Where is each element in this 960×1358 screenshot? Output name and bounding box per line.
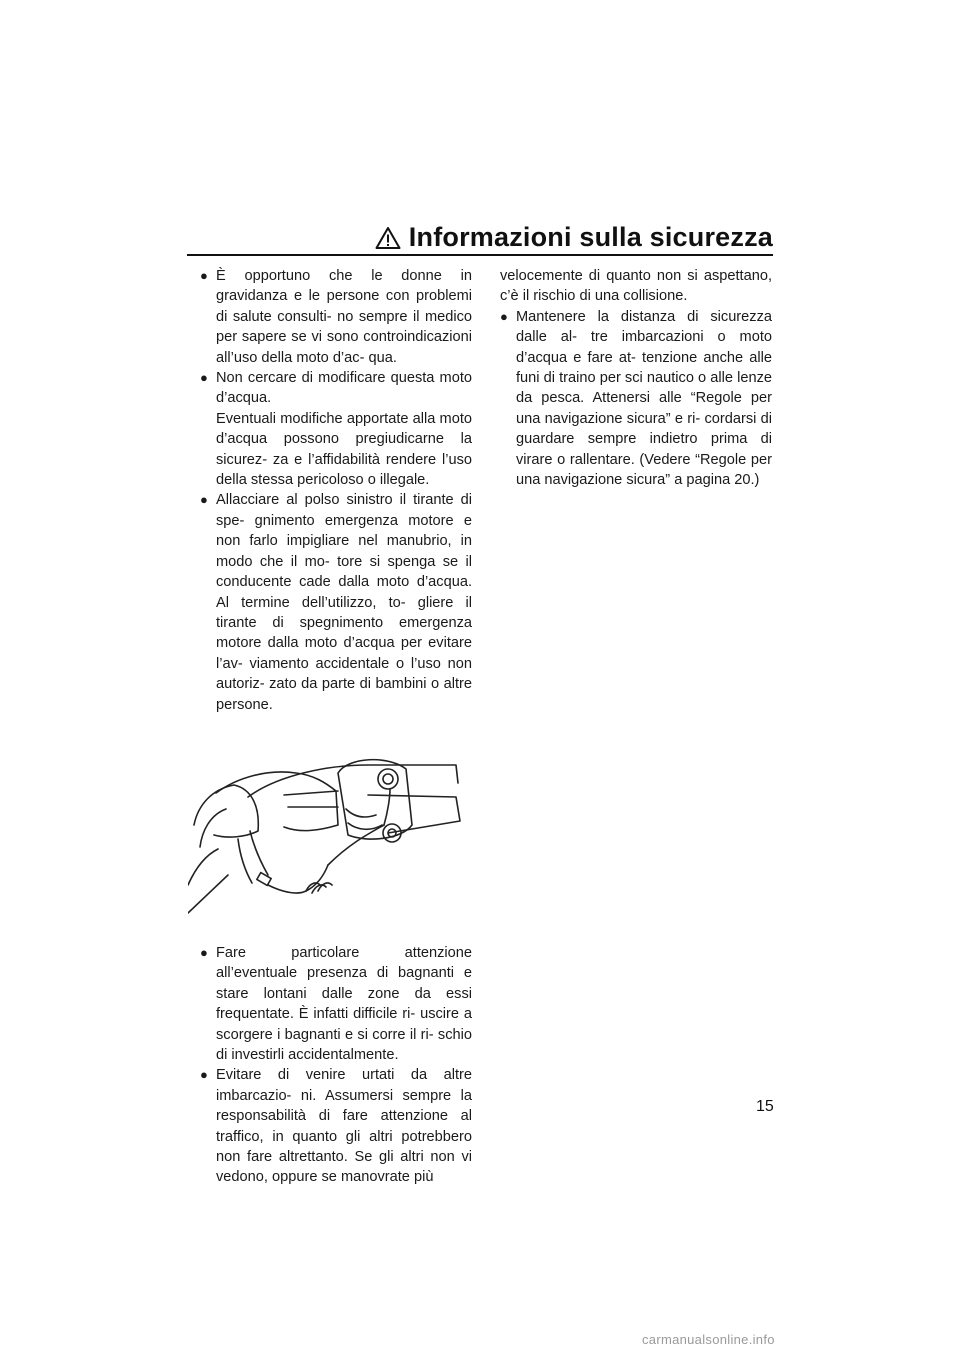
left-column xyxy=(200,266,472,1188)
left-items-after-figure xyxy=(200,943,472,1188)
continued-paragraph: velocemente di quanto non si aspettano, c’è il rischio di una collisione. xyxy=(500,268,772,305)
bullet-paragraph: Non cercare di modificare questa moto d’acqua. xyxy=(216,370,472,407)
bullet-paragraph: Fare particolare attenzione all’eventuale presenza di bagnanti e stare lontani dalle zone da essi frequentate. È infatti difficile ri- uscire a scorgere i bagnanti e si corre il ri- schio di investirli accidentalmente. xyxy=(216,944,472,1063)
bullet-item xyxy=(200,490,472,714)
bullet-icon: ● xyxy=(200,944,208,960)
right-column xyxy=(500,266,772,490)
bullet-icon: ● xyxy=(200,268,208,283)
bullet-icon: ● xyxy=(200,370,208,386)
bullet-icon: ● xyxy=(200,492,208,508)
kill-switch-lanyard-illustration xyxy=(188,735,468,925)
bullet-item xyxy=(200,266,472,368)
warning-triangle-icon xyxy=(375,226,401,250)
page-title: Informazioni sulla sicurezza xyxy=(408,222,773,252)
bullet-paragraph: È opportuno che le donne in gravidanza e le persone con problemi di salute consulti- no sempre il medico per sapere se vi sono controindicazioni all’uso della moto d’ac- qua. xyxy=(216,268,472,366)
right-items xyxy=(500,307,772,491)
bullet-item xyxy=(200,1065,472,1187)
bullet-paragraph: Eventuali modifiche apportate alla moto d’acqua possono pregiudicarne la sicurez- za e l’affidabilità rendere l’uso della stessa pericoloso o illegale. xyxy=(216,410,472,489)
bullet-icon: ● xyxy=(200,1067,208,1083)
left-items-before-figure xyxy=(200,266,472,715)
bullet-item xyxy=(200,943,472,1065)
watermark: carmanualsonline.info xyxy=(642,1332,775,1347)
bullet-paragraph: Evitare di venire urtati da altre imbarcazio- ni. Assumersi sempre la responsabilità di fare attenzione al traffico, in quanto gli altri potrebbero non fare altrettanto. Se gli altri non vi vedono, oppure se manovrate più xyxy=(216,1067,472,1186)
bullet-item xyxy=(500,307,772,491)
bullet-paragraph: Mantenere la distanza di sicurezza dalle al- tre imbarcazioni o moto d’acqua e fare at- tenzione anche alle funi di traino per sci nautico o alle lenze da pesca. Attenersi alle “Regole per una navigazione sicura” e ri- cordarsi di guardare sempre indietro prima di virare o rallentare. (Vedere “Regole per una navigazione sicura” a pagina 20.) xyxy=(516,308,772,489)
header-rule xyxy=(187,254,773,256)
bullet-paragraph: Allacciare al polso sinistro il tirante di spe- gnimento emergenza motore e non farlo impigliare nel manubrio, in modo che il mo- tore si spenga se il conducente cade dalla moto d’acqua. Al termine dell’utilizzo, to- gliere il tirante di spegnimento emergenza motore dalla moto d’acqua per evitare l’av- viamento accidentale o l’uso non autoriz- zato da parte di bambini o altre persone. xyxy=(216,492,472,713)
bullet-item xyxy=(200,368,472,490)
bullet-icon: ● xyxy=(500,308,508,324)
wrist-lanyard-drawing xyxy=(188,735,468,925)
page-number: 15 xyxy=(756,1098,774,1115)
page-header xyxy=(187,222,773,253)
